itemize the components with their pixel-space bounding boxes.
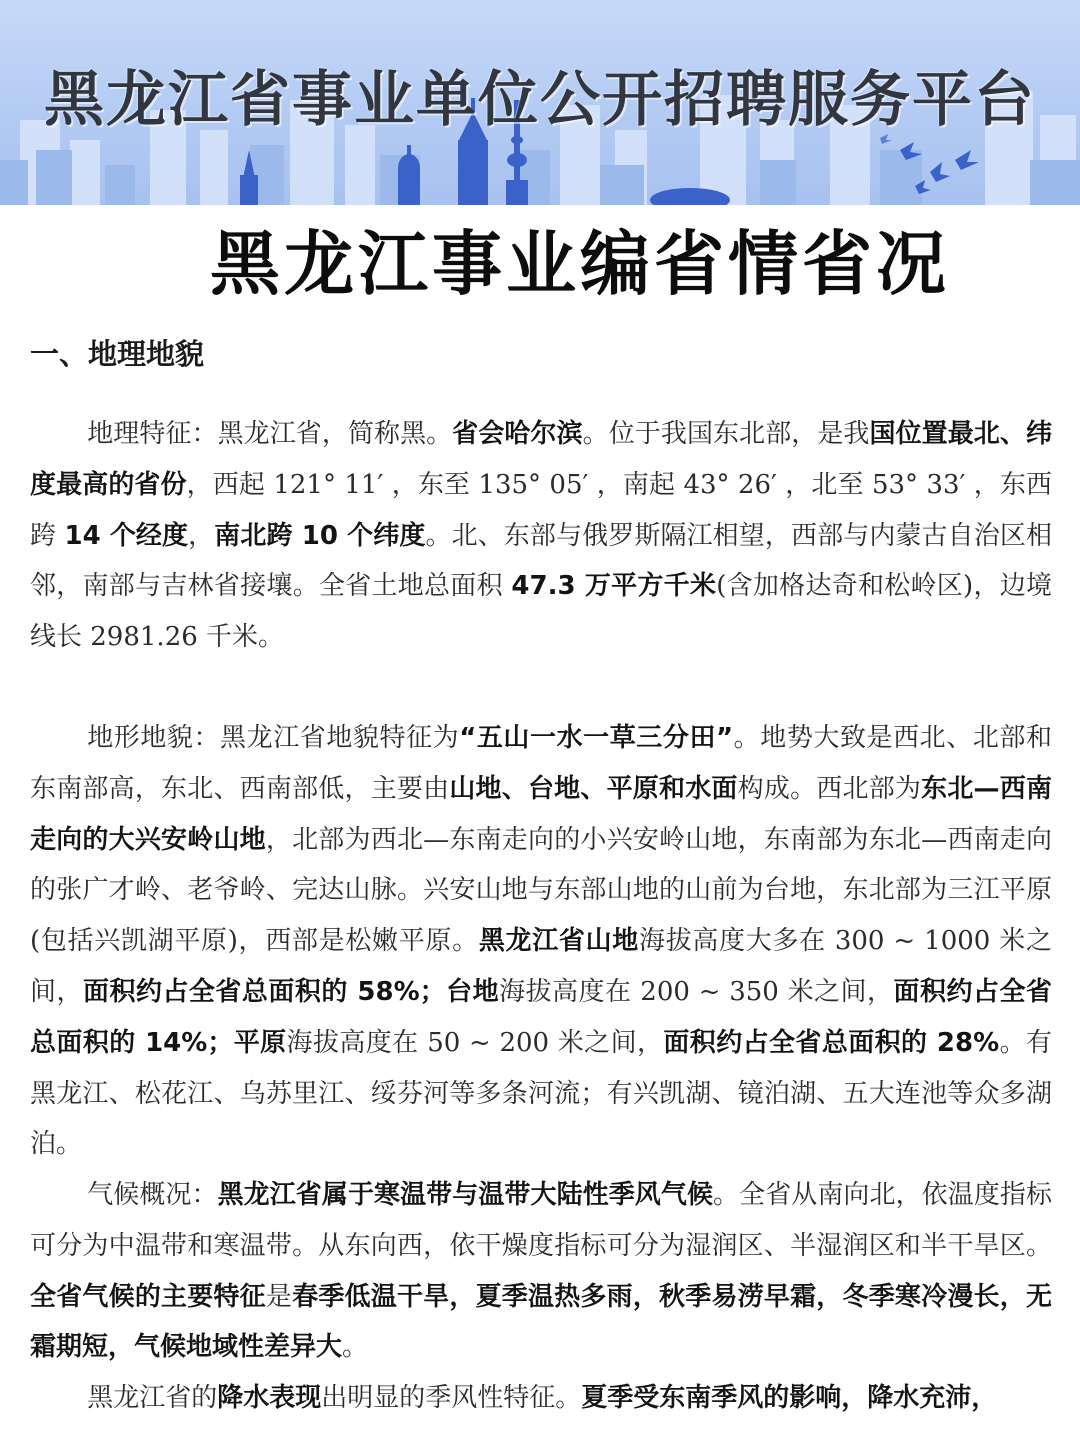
text-run: ， — [188, 520, 215, 551]
text-run: 。位于我国东北部，是我 — [582, 419, 870, 449]
bold-text-run: 降水表现 — [217, 1383, 322, 1413]
text-run: 海拔高度在 50 ~ 200 米之间， — [286, 1027, 664, 1058]
text-run: 气候概况： — [87, 1180, 218, 1210]
bold-text-run: 东北—西南走向的大兴安岭山地 — [30, 773, 1052, 855]
page-title: 黑龙江事业编省情省况 — [210, 223, 950, 305]
section-heading: 一、地理地貌 — [30, 337, 205, 371]
text-run: 地形地貌：黑龙江省地貌特征为 — [87, 723, 460, 753]
text-run: 构成。西北部为 — [737, 773, 922, 804]
text-run: 。北、东部与俄罗斯隔江相望，西部与内蒙古自治区相邻，南部与吉林省接壤。全省土地总面积 — [30, 520, 1052, 602]
text-run: 海拔高度大多在 300 ~ 1000 米之间， — [30, 926, 1052, 1007]
bold-text-run: 省会哈尔滨 — [452, 419, 583, 449]
bold-text-run: “五山一水一草三分田” — [459, 723, 734, 753]
bold-text-run: 山地、台地、平原和水面 — [449, 773, 738, 804]
paragraph-landform — [30, 713, 1052, 1170]
text-run: 是 — [265, 1281, 293, 1312]
bold-text-run: 全省气候的主要特征 — [30, 1281, 266, 1312]
banner-title: 黑龙江省事业单位公开招聘服务平台 — [44, 65, 1036, 135]
bold-text-run: 面积约占全省总面积的 28% — [663, 1027, 1000, 1058]
text-run: ，北部为西北—东南走向的小兴安岭山地，东南部为东北—西南走向的张广才岭、老爷岭、完达山脉。兴安山地与东部山地的山前为台地，东北部为三江平原(包括兴凯湖平原)，西部是松嫩平原。 — [30, 824, 1052, 957]
text-run: 地理特征：黑龙江省，简称黑。 — [87, 419, 453, 449]
text-run: 海拔高度在 200 ~ 350 米之间， — [499, 976, 894, 1007]
bold-text-run: 14 个经度 — [64, 520, 189, 551]
bold-text-run: 黑龙江省属于寒温带与温带大陆性季风气候 — [217, 1180, 714, 1210]
header-banner — [0, 0, 1080, 205]
bold-text-run: 春季低温干旱，夏季温热多雨，秋季易涝早霜，冬季寒冷漫长，无霜期短，气候地域性差异大 — [30, 1281, 1052, 1363]
bold-text-run: 黑龙江省山地 — [478, 926, 639, 957]
bold-text-run: 夏季受东南季风的影响，降水充沛， — [581, 1383, 998, 1413]
text-run: 。 — [342, 1332, 369, 1363]
bold-text-run: 面积约占全省总面积的 14%；平原 — [30, 976, 1052, 1058]
paragraph-geography — [30, 409, 1052, 663]
bold-text-run: 47.3 万平方千米 — [511, 571, 717, 602]
bold-text-run: 面积约占全省总面积的 58%；台地 — [82, 976, 500, 1007]
text-run: 。有黑龙江、松花江、乌苏里江、绥芬河等多条河流；有兴凯湖、镜泊湖、五大连池等众多湖泊。 — [30, 1027, 1052, 1160]
bold-text-run: 南北跨 10 个纬度 — [214, 520, 426, 551]
text-run: 出明显的季风性特征。 — [321, 1383, 582, 1413]
text-run: 。全省从南向北，依温度指标可分为中温带和寒温带。从东向西，依干燥度指标可分为湿润区、半湿润区和半干旱区。 — [30, 1180, 1052, 1261]
text-run: ，西起 121° 11′ ，东至 135° 05′ ，南起 43° 26′ ，北至 53° 33′ ，东西跨 — [30, 469, 1052, 551]
text-run: 。地势大致是西北、北部和东南部高，东北、西南部低，主要由 — [30, 723, 1052, 804]
paragraph-precipitation — [30, 1373, 1052, 1424]
paragraph-climate — [30, 1170, 1052, 1373]
bold-text-run: 国位置最北、纬度最高的省份 — [30, 419, 1052, 500]
text-run: 黑龙江省的 — [87, 1383, 218, 1413]
text-run: (含加格达奇和松岭区)，边境线长 2981.26 千米。 — [30, 571, 1053, 653]
